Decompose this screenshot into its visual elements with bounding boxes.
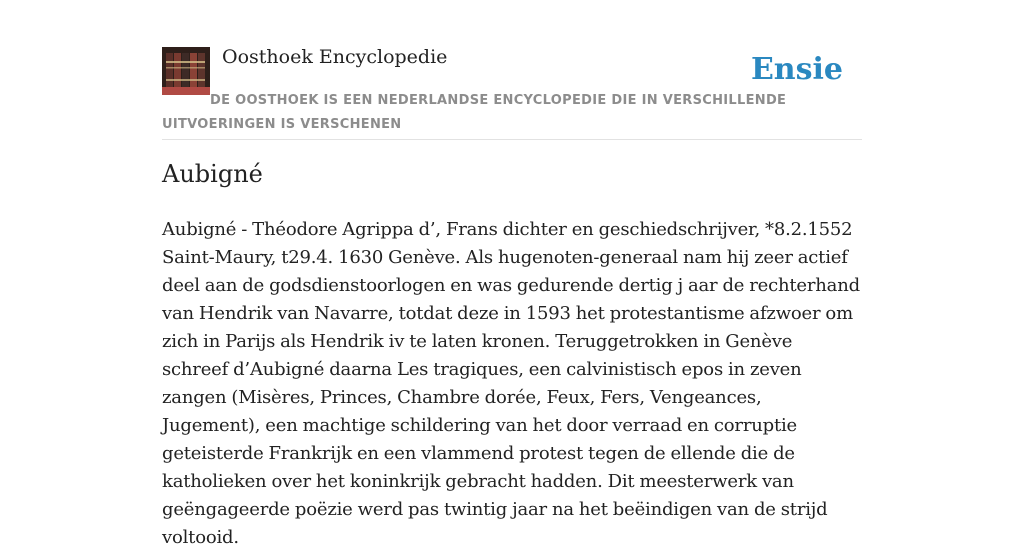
site-header — [162, 0, 862, 140]
article-title: Aubigné — [162, 160, 263, 188]
site-tagline: DE OOSTHOEK IS EEN NEDERLANDSE ENCYCLOPEDIE DIE IN VERSCHILLENDE UITVOERINGEN IS VERSCHENEN — [162, 93, 787, 132]
article-body: Aubigné - Théodore Agrippa d’, Frans dichter en geschiedschrijver, *8.2.1552 Saint-Maury, t29.4. 1630 Genève. Als hugenoten-generaal nam hij zeer actief deel aan de godsdienstoorlogen en was gedurende dertig j aar de rechterhand van Hendrik van Navarre, totdat deze in 1593 het protestantisme afzwoer om zich in Parijs als Hendrik iv te laten kronen. Teruggetrokken in Genève schreef d’Aubigné daarna Les tragiques, een calvinistisch epos in zeven zangen (Misères, Princes, Chambre dorée, Feux, Fers, Vengeances, Jugement), een machtige schildering van het door verraad en corruptie geteisterde Frankrijk en een vlammend protest tegen de ellende die de katholieken over het koninkrijk gebracht hadden. Dit meesterwerk van geëngageerde poëzie werd pas twintig jaar na het beëindigen van de strijd voltooid. — [162, 219, 860, 548]
ensie-brand-logo[interactable]: Ensie — [750, 52, 843, 87]
header-divider — [162, 139, 862, 140]
site-title-link[interactable]: Oosthoek Encyclopedie — [222, 46, 448, 68]
book-spines-avatar-icon[interactable] — [162, 47, 210, 95]
